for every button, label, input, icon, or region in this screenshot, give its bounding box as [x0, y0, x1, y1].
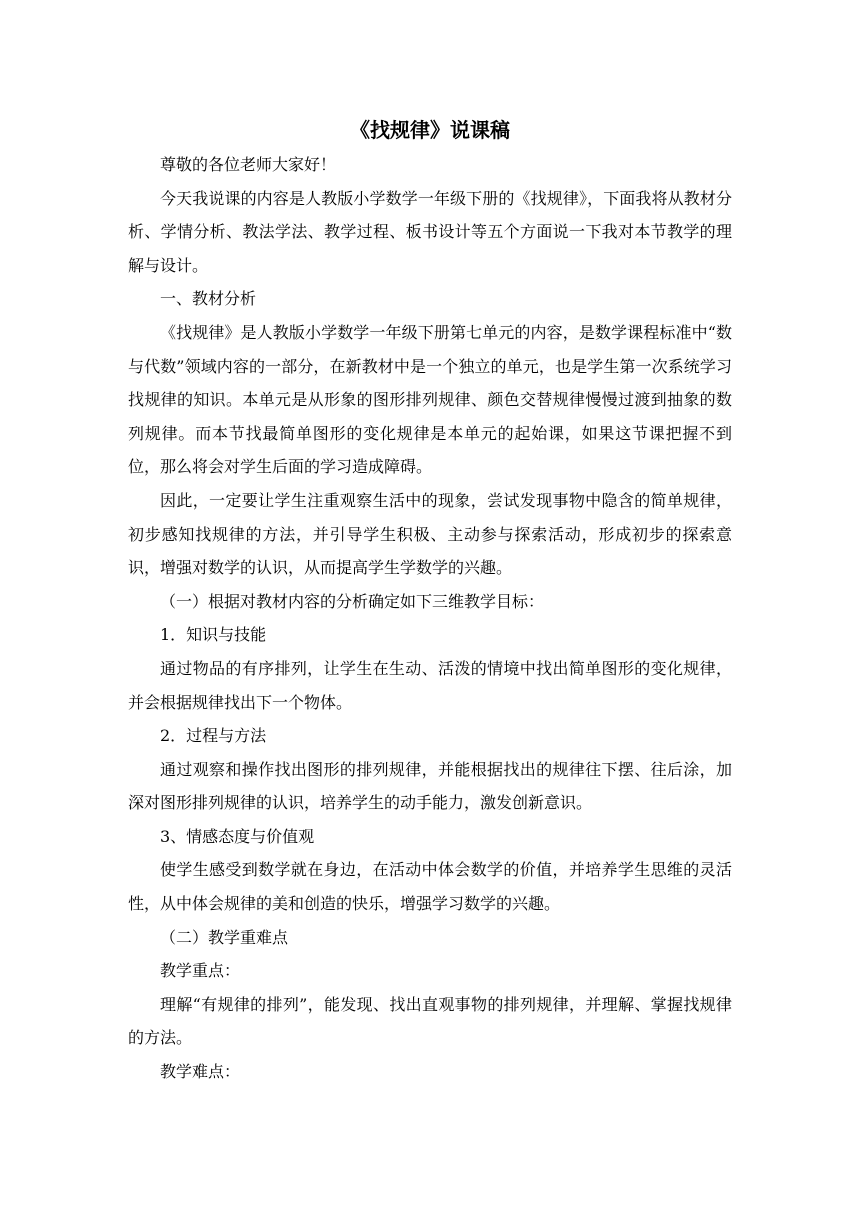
paragraph-key-points: 理解“有规律的排列”，能发现、找出直观事物的排列规律，并理解、掌握找规律的方法。	[128, 994, 732, 1048]
document-title: 《找规律》说课稿	[350, 118, 510, 142]
paragraph-emotion-values: 使学生感受到数学就在身边，在活动中体会数学的价值，并培养学生思维的灵活性，从中体会规律的美和创造的快乐，增强学习数学的兴趣。	[128, 860, 732, 914]
heading-process-methods: 2．过程与方法	[160, 726, 267, 746]
paragraph-therefore: 因此，一定要让学生注重观察生活中的现象，尝试发现事物中隐含的简单规律，初步感知找规律的方法，并引导学生积极、主动参与探索活动，形成初步的探索意识，增强对数学的认识，从而提高学生学数学的兴趣。	[128, 490, 732, 578]
document-body	[128, 112, 732, 1089]
paragraph-knowledge-skills: 通过物品的有序排列，让学生在生动、活泼的情境中找出简单图形的变化规律，并会根据规律找出下一个物体。	[128, 658, 732, 712]
paragraph-intro: 今天我说课的内容是人教版小学数学一年级下册的《找规律》，下面我将从教材分析、学情分析、教法学法、教学过程、板书设计等五个方面说一下我对本节教学的理解与设计。	[128, 188, 732, 275]
heading-key-points: 教学重点：	[160, 961, 241, 981]
heading-textbook-analysis: 一、教材分析	[160, 289, 257, 309]
heading-emotion-values: 3、情感态度与价值观	[160, 826, 315, 846]
heading-objectives: （一）根据对教材内容的分析确定如下三维教学目标：	[160, 591, 545, 611]
heading-key-difficult-points: （二）教学重难点	[160, 927, 289, 947]
heading-knowledge-skills: 1．知识与技能	[160, 625, 267, 645]
heading-difficult-points: 教学难点：	[160, 1062, 241, 1082]
paragraph-greeting: 尊敬的各位老师大家好！	[160, 155, 337, 174]
paragraph-textbook-analysis: 《找规律》是人教版小学数学一年级下册第七单元的内容，是数学课程标准中“数与代数”领域内容的一部分，在新教材中是一个独立的单元，也是学生第一次系统学习找规律的知识。本单元是从形象的图形排列规律、颜色交替规律慢慢过渡到抽象的数列规律。而本节找最简单图形的变化规律是本单元的起始课，如果这节课把握不到位，那么将会对学生后面的学习造成障碍。	[128, 322, 732, 477]
paragraph-process-methods: 通过观察和操作找出图形的排列规律，并能根据找出的规律往下摆、往后涂，加深对图形排列规律的认识，培养学生的动手能力，激发创新意识。	[128, 759, 732, 813]
